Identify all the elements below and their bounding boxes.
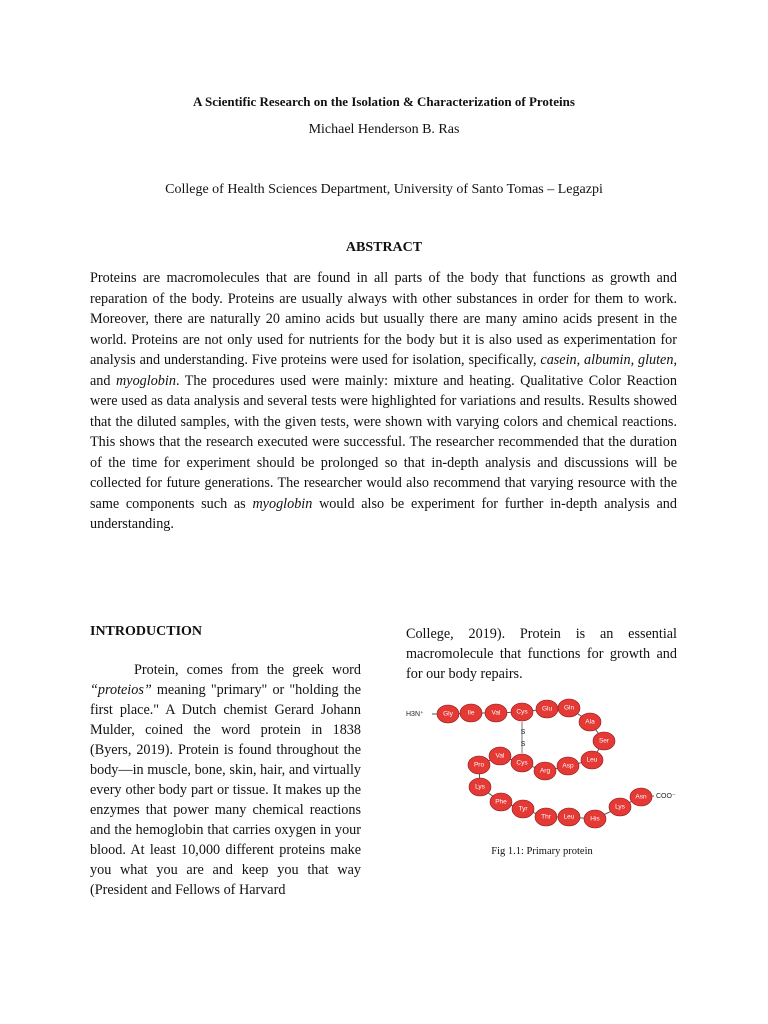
residue-label: Leu — [563, 813, 575, 821]
introduction-left-column — [90, 660, 361, 900]
residue-label: Ile — [467, 709, 475, 717]
residue-label: Ser — [598, 737, 610, 745]
abstract-myoglobin: myoglobin — [116, 372, 176, 389]
residue-label: Pro — [473, 761, 485, 769]
residue-label: Val — [495, 752, 505, 760]
intro-text-a: Protein, comes from the greek word — [134, 662, 361, 678]
residue-label: Thr — [541, 813, 551, 821]
c-terminus-label: COO⁻ — [656, 793, 676, 800]
primary-protein-figure — [404, 696, 682, 838]
paper-title: A Scientific Research on the Isolation & Characterization of Proteins — [193, 94, 575, 109]
abstract-myoglobin-2: myoglobin — [252, 495, 313, 512]
affiliation: College of Health Sciences Department, University of Santo Tomas – Legazpi — [165, 182, 603, 197]
abstract-heading: ABSTRACT — [345, 240, 423, 255]
residue-label: Lys — [615, 803, 625, 811]
residue-label: Gly — [443, 710, 453, 718]
residue-label: Cys — [516, 708, 528, 716]
abstract-proteins-list: casein, albumin, gluten, — [540, 352, 677, 368]
residue-label: Asp — [562, 762, 574, 770]
residue-label: Tyr — [518, 805, 528, 813]
residue-label: Lys — [475, 783, 485, 791]
intro-proteios: “proteios” — [90, 682, 152, 698]
residue-label: Leu — [586, 756, 598, 764]
intro-text-b: meaning "primary" or "holding the first place." A Dutch chemist Gerard Johann Mulder, coined the word protein in 1838 (Byers, 2019). Protein is found throughout the body—in muscle, bone, skin, hair, and virtually every other body part or tissue. It makes up the enzymes that power many chemical reactions and the hemoglobin that carries oxygen in your blood. At least 10,000 different proteins make you what you are and keep you that way (President and Fellows of Harvard — [90, 682, 361, 898]
disulfide-s1: S — [520, 729, 526, 736]
abstract-part-1: Proteins are macromolecules that are found in all parts of the body that functions as growth and reparation of the body. Proteins are usually always with other substances in order for them to work. Moreover, there are naturally 20 amino acids but usually there are many amino acids present in the world. Proteins are not only used for nutrients for the body but it is also used as experimentation for analysis and understanding. Five proteins were used for isolation, specifically, — [90, 270, 677, 368]
abstract-part-2: . The procedures used were mainly: mixture and heating. Qualitative Color Reaction were used as data analysis and several tests were highlighted for variations and results. Results showed that the diluted samples, with the given tests, were shown with varying colors and chemical reactions. This shows that the research executed were successful. The researcher recommended that the duration of the time for experiment should be prolonged so that in-depth analysis and discussions will be collected for future generations. The researcher would also recommend that varying resource with the same components such as — [90, 372, 677, 512]
n-terminus-label: H3N⁺ — [406, 711, 424, 718]
disulfide-s2: S — [520, 741, 526, 748]
residue-label: Glu — [541, 705, 553, 713]
abstract-part-3: would also be experiment for further in-depth analysis and understanding. — [90, 495, 677, 532]
abstract-and: and — [90, 372, 117, 389]
figure-caption: Fig 1.1: Primary protein — [491, 846, 593, 857]
residue-label: Val — [491, 709, 501, 717]
introduction-right-column: College, 2019). Protein is an essential macromolecule that functions for growth and for our body repairs. — [406, 626, 677, 682]
residue-label: Cys — [516, 759, 528, 767]
residue-label: Asn — [635, 793, 647, 801]
residue-label: Ala — [585, 718, 595, 726]
residue-label: Phe — [495, 798, 507, 806]
residue-group — [437, 699, 652, 828]
introduction-heading: INTRODUCTION — [90, 624, 203, 639]
abstract-text — [90, 268, 677, 535]
residue-label: Arg — [539, 767, 551, 775]
residue-label: Gln — [563, 704, 575, 712]
residue-label: His — [590, 815, 600, 823]
author-name: Michael Henderson B. Ras — [308, 122, 460, 137]
